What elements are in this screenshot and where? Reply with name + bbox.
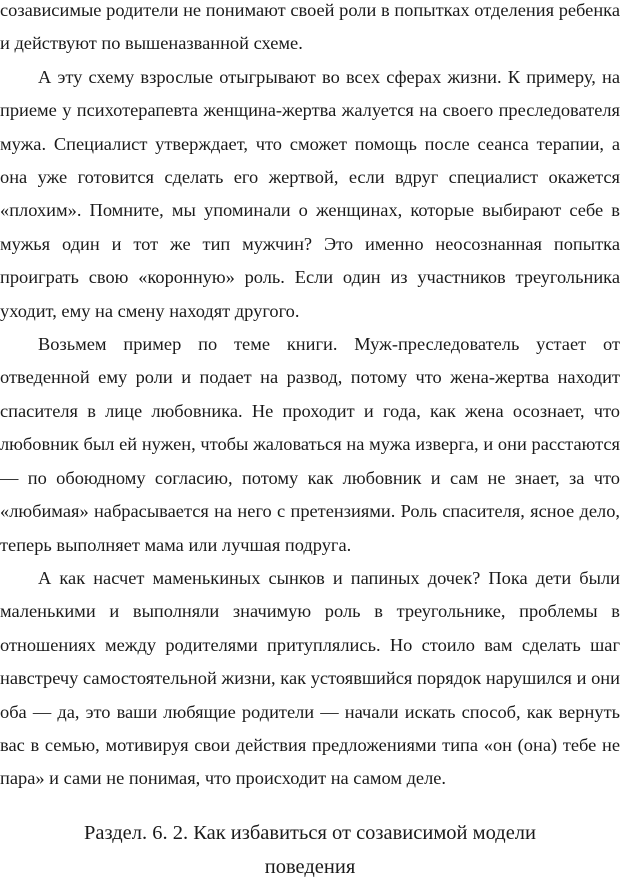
section-heading-line-2: поведения (264, 855, 356, 878)
paragraph-continued: созависимые родители не понимают своей роли в попытках отделения ребенка и действуют по вышеназванной схеме. (0, 0, 620, 54)
paragraph: Возьмем пример по теме книги. Муж-преследователь устает от отведенной ему роли и подает на развод, потому что жена-жертва находит спасителя в лице любовника. Не проходит и года, как жена осознает, что любовник был ей нужен, чтобы жаловаться на мужа изверга, и они расстаются — по обоюдному согласию, потому как любовник и сам не знает, за что «любимая» набрасывается на него с претензиями. Роль спасителя, ясное дело, теперь выполняет мама или лучшая подруга. (0, 334, 620, 555)
paragraph: А как насчет маменькиных сынков и папиных дочек? Пока дети были маленькими и выполняли значимую роль в треугольнике, проблемы в отношениях между родителями притуплялись. Но стоило вам сделать шаг навстречу самостоятельной жизни, как устоявшийся порядок нарушился и они оба — да, это ваши любящие родители — начали искать способ, как вернуть вас в семью, мотивируя свои действия предложениями типа «он (она) тебе не пара» и сами не понимая, что происходит на самом деле. (0, 567, 620, 789)
paragraph: А эту схему взрослые отыгрывают во всех сферах жизни. К примеру, на приеме у психотерапевта женщина-жертва жалуется на своего преследователя мужа. Специалист утверждает, что сможет помощь после сеанса терапии, а она уже готовится сделать его жертвой, если вдруг специалист окажется «плохим». Помните, мы упоминали о женщинах, которые выбирают себе в мужья один и тот же тип мужчин? Это именно неосознанная попытка проиграть свою «коронную» роль. Если один из участников треугольника уходит, ему на смену находят другого. (0, 66, 620, 321)
section-heading-line-1: Раздел. 6. 2. Как избавиться от созависимой модели (83, 821, 537, 844)
section-heading (0, 816, 620, 884)
